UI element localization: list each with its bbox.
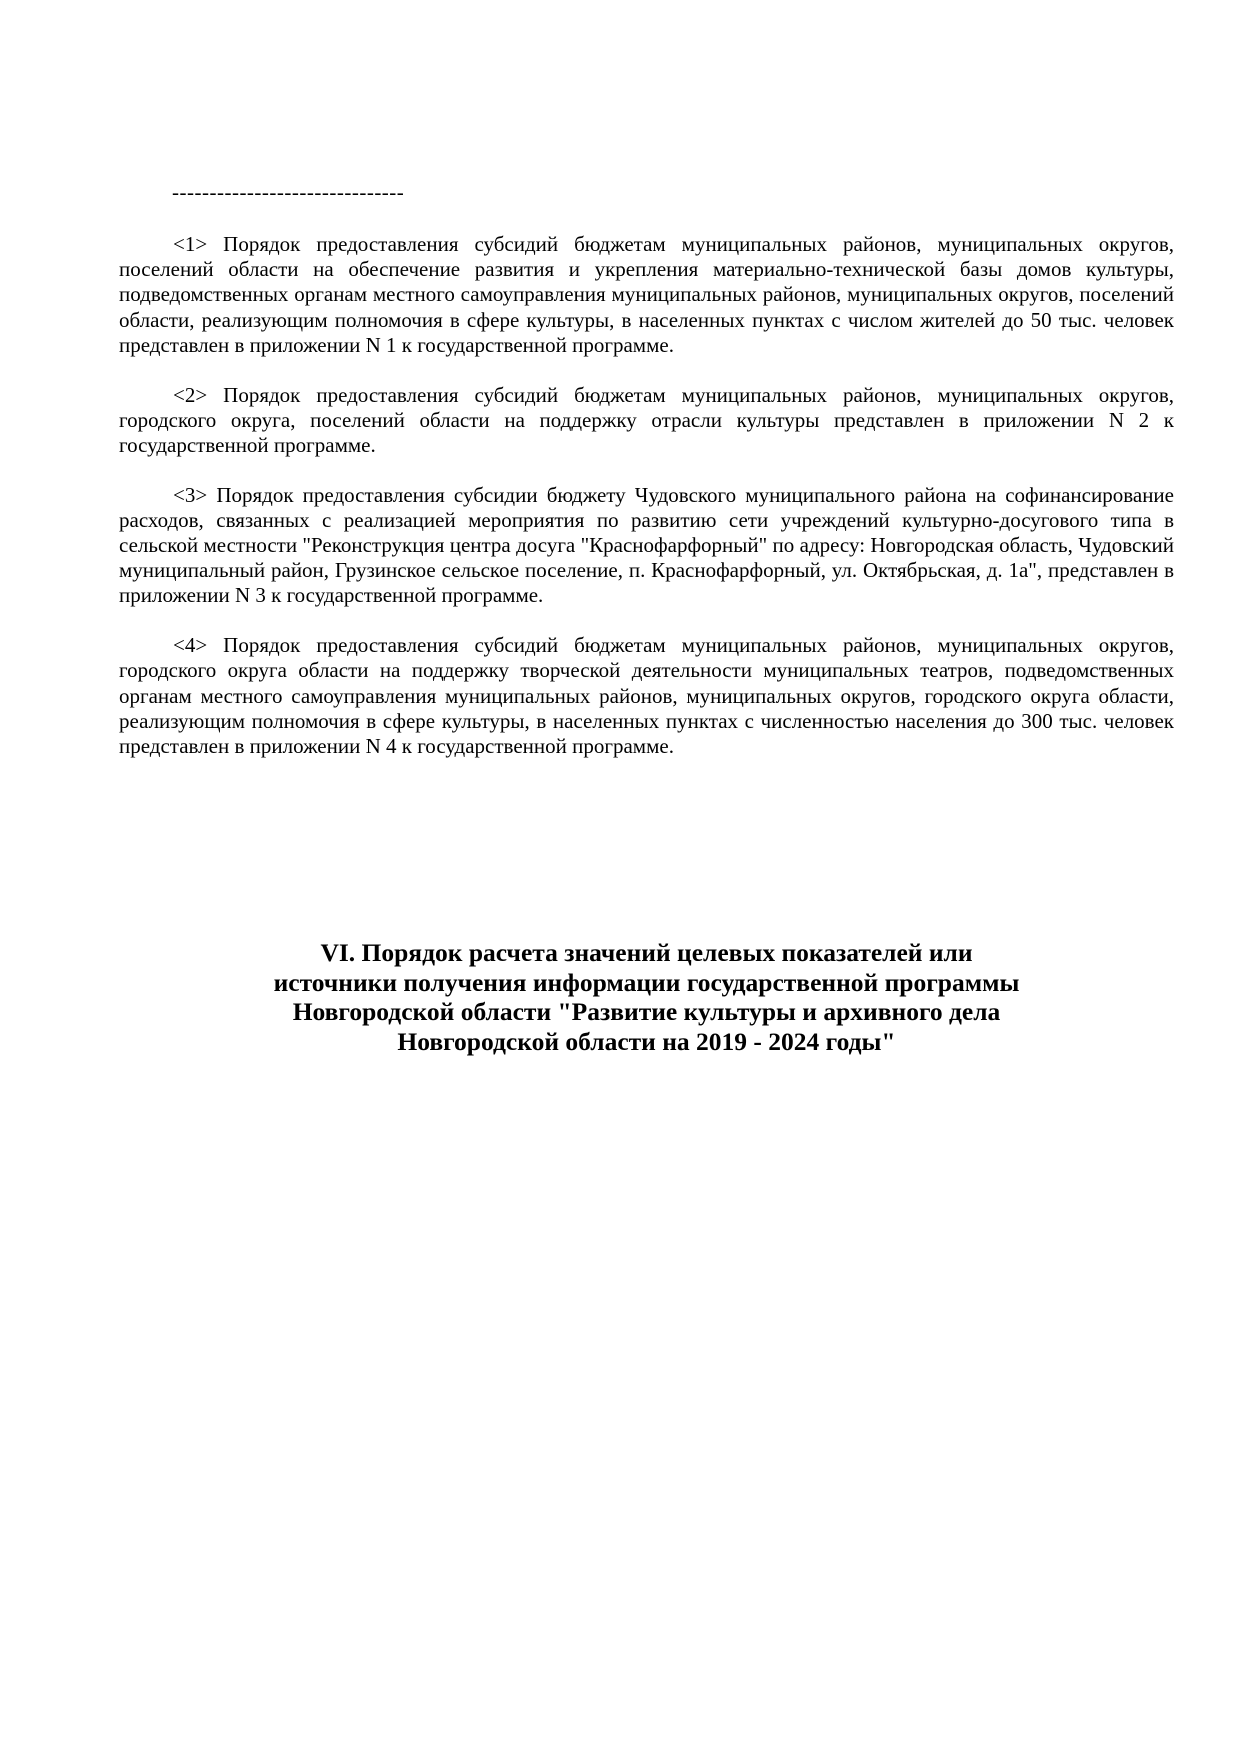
footnote-separator: ------------------------------- [172,180,405,204]
footnote-3: <3> Порядок предоставления субсидии бюджету Чудовского муниципального района на софинансирование расходов, связанных с реализацией мероприятия по развитию сети учреждений культурно-досугового типа в сельской местности "Реконструкция центра досуга "Краснофарфорный" по адресу: Новгородская область, Чудовский муниципальный район, Грузинское сельское поселение, п. Краснофарфорный, ул. Октябрьская, д. 1а", представлен в приложении N 3 к государственной программе. [119,482,1174,608]
heading-line: Новгородской области "Развитие культуры и архивного дела [292,997,1001,1026]
heading-line: Новгородской области на 2019 - 2024 годы" [397,1026,896,1056]
footnote-4: <4> Порядок предоставления субсидий бюджетам муниципальных районов, муниципальных округов, городского округа области на поддержку творческой деятельности муниципальных театров, подведомственных органам местного самоуправления муниципальных районов, муниципальных округов, городского округа области, реализующим полномочия в сфере культуры, в населенных пунктах с численностью населения до 300 тыс. человек представлен в приложении N 4 к государственной программе. [119,633,1174,758]
footnotes [119,232,1174,784]
section-heading [119,938,1174,1056]
heading-line: источники получения информации государственной программы [273,967,1020,997]
footnote-2: <2> Порядок предоставления субсидий бюджетам муниципальных районов, муниципальных округов, городского округа, поселений области на поддержку отрасли культуры представлен в приложении N 2 к государственной программе. [119,382,1174,457]
heading-line: VI. Порядок расчета значений целевых показателей или [320,938,973,967]
footnote-1: <1> Порядок предоставления субсидий бюджетам муниципальных районов, муниципальных округов, поселений области на обеспечение развития и укрепления материально-технической базы домов культуры, подведомственных органам местного самоуправления муниципальных районов, муниципальных округов, поселений области, реализующим полномочия в сфере культуры, в населенных пунктах с числом жителей до 50 тыс. человек представлен в приложении N 1 к государственной программе. [119,232,1174,357]
